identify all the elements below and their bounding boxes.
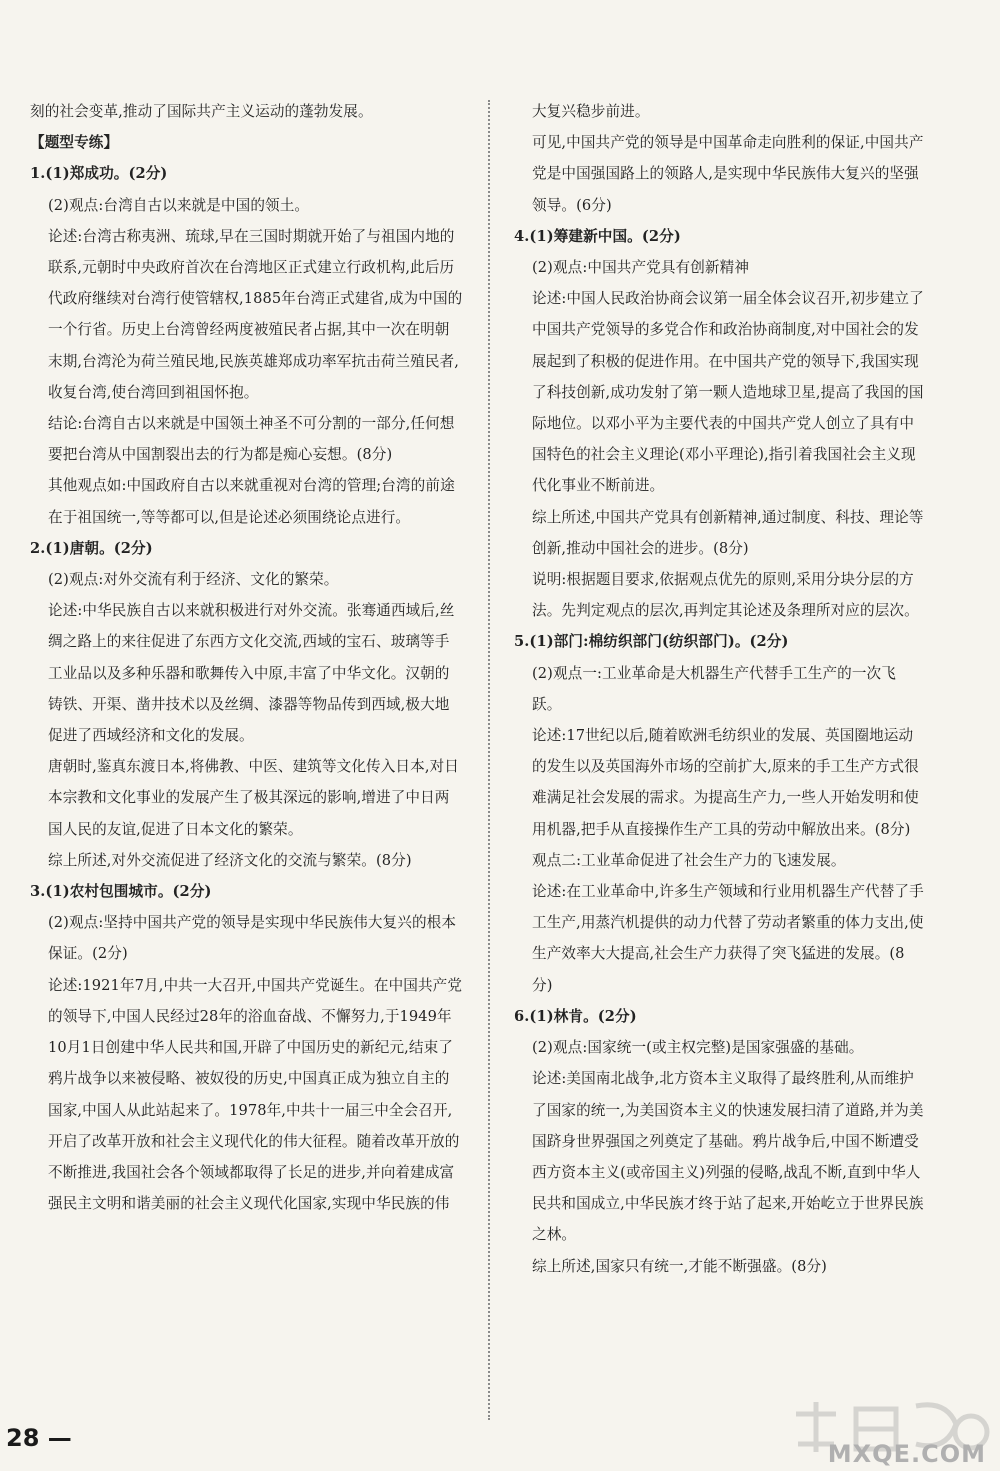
paragraph: 大复兴稳步前进。 [532,103,650,120]
question-number: 1.(1)郑成功。(2分) [30,165,168,183]
paragraph: 其他观点如:中国政府自古以来就重视对台湾的管理;台湾的前途在于祖国统一,等等都可以,但是论述必须围绕论点进行。 [48,477,455,526]
paragraph: (2)观点:对外交流有利于经济、文化的繁荣。 [48,571,339,589]
watermark-text: MXQE.COM [827,1440,986,1468]
paragraph: 综上所述,中国共产党具有创新精神,通过制度、科技、理论等创新,推动中国社会的进步。(8分) [532,508,924,557]
question-number: 4.(1)筹建新中国。(2分) [514,227,681,245]
paragraph: (2)观点:台湾自古以来就是中国的领土。 [48,196,310,214]
paragraph: (2)观点:国家统一(或主权完整)是国家强盛的基础。 [532,1039,864,1057]
question-number: 2.(1)唐朝。(2分) [30,539,153,557]
paragraph: 论述:美国南北战争,北方资本主义取得了最终胜利,从而维护了国家的统一,为美国资本主义的快速发展扫清了道路,并为美国跻身世界强国之列奠定了基础。鸦片战争后,中国不断遭受西方资本主义(或帝国主义)列强的侵略,战乱不断,直到中华人民共和国成立,中华民族才终于站了起来,开始屹立于世界民族之林。 [532,1070,924,1244]
paragraph: 观点二:工业革命促进了社会生产力的飞速发展。 [532,851,846,869]
paragraph: 刻的社会变革,推动了国际共产主义运动的蓬勃发展。 [30,103,373,120]
paragraph: 论述:1921年7月,中共一大召开,中国共产党诞生。在中国共产党的领导下,中国人民经过28年的浴血奋战、不懈努力,于1949年10月1日创建中华人民共和国,开辟了中国历史的新纪元,结束了鸦片战争以来被侵略、被奴役的历史,中国真正成为独立自主的国家,中国人从此站起来了。1978年,中共十一届三中全会召开,开启了改革开放和社会主义现代化的伟大征程。随着改革开放的不断推进,我国社会各个领域都取得了长足的进步,并向着建成富强民主文明和谐美丽的社会主义现代化国家,实现中华民族的伟 [48,976,463,1213]
paragraph: 论述:在工业革命中,许多生产领域和行业用机器生产代替了手工生产,用蒸汽机提供的动力代替了劳动者繁重的体力支出,使生产效率大大提高,社会生产力获得了突飞猛进的发展。(8分) [532,883,924,994]
paragraph: 结论:台湾自古以来就是中国领土神圣不可分割的一部分,任何想要把台湾从中国割裂出去的行为都是痴心妄想。(8分) [48,415,455,464]
paragraph: 唐朝时,鉴真东渡日本,将佛教、中医、建筑等文化传入日本,对日本宗教和文化事业的发展产生了极其深远的影响,增进了中日两国人民的友谊,促进了日本文化的繁荣。 [48,758,459,838]
right-column [514,96,924,1282]
paragraph: 论述:台湾古称夷洲、琉球,早在三国时期就开始了与祖国内地的联系,元朝时中央政府首次在台湾地区正式建立行政机构,此后历代政府继续对台湾行使管辖权,1885年台湾正式建省,成为中国的一个行省。历史上台湾曾经两度被殖民者占据,其中一次在明朝末期,台湾沦为荷兰殖民地,民族英雄郑成功率军抗击荷兰殖民者,收复台湾,使台湾回到祖国怀抱。 [48,227,463,401]
left-column [30,96,464,1219]
column-divider [488,100,490,1420]
question-number: 3.(1)农村包围城市。(2分) [30,883,212,901]
paragraph: 论述:中华民族自古以来就积极进行对外交流。张骞通西域后,丝绸之路上的来往促进了东西方文化交流,西域的宝石、玻璃等手工业品以及多种乐器和歌舞传入中原,丰富了中华文化。汉朝的铸铁、开渠、凿井技术以及丝绸、漆器等物品传到西域,极大地促进了西域经济和文化的发展。 [48,602,455,745]
paragraph: 综上所述,对外交流促进了经济文化的交流与繁荣。(8分) [48,851,412,869]
page-number: 28 — [6,1424,72,1452]
paragraph: (2)观点:坚持中国共产党的领导是实现中华民族伟大复兴的根本保证。(2分) [48,914,457,963]
question-number: 6.(1)林肯。(2分) [514,1007,637,1025]
paragraph: 论述:17世纪以后,随着欧洲毛纺织业的发展、英国圈地运动的发生以及英国海外市场的空前扩大,原来的手工生产方式很难满足社会发展的需求。为提高生产力,一些人开始发明和使用机器,把手从直接操作生产工具的劳动中解放出来。(8分) [532,727,919,838]
paragraph: 说明:根据题目要求,依据观点优先的原则,采用分块分层的方法。先判定观点的层次,再判定其论述及条理所对应的层次。 [532,571,919,620]
paragraph: 论述:中国人民政治协商会议第一届全体会议召开,初步建立了中国共产党领导的多党合作和政治协商制度,对中国社会的发展起到了积极的促进作用。在中国共产党的领导下,我国实现了科技创新,成功发射了第一颗人造地球卫星,提高了我国的国际地位。以邓小平为主要代表的中国共产党人创立了具有中国特色的社会主义理论(邓小平理论),指引着我国社会主义现代化事业不断前进。 [532,290,924,495]
paragraph: (2)观点:中国共产党具有创新精神 [532,259,750,277]
question-number: 5.(1)部门:棉纺织部门(纺织部门)。(2分) [514,633,789,651]
paragraph: 可见,中国共产党的领导是中国革命走向胜利的保证,中国共产党是中国强国路上的领路人,是实现中华民族伟大复兴的坚强领导。(6分) [532,134,924,214]
paragraph: (2)观点一:工业革命是大机器生产代替手工生产的一次飞跃。 [532,664,896,713]
paragraph: 综上所述,国家只有统一,才能不断强盛。(8分) [532,1257,827,1275]
section-heading: 【题型专练】 [30,134,119,152]
